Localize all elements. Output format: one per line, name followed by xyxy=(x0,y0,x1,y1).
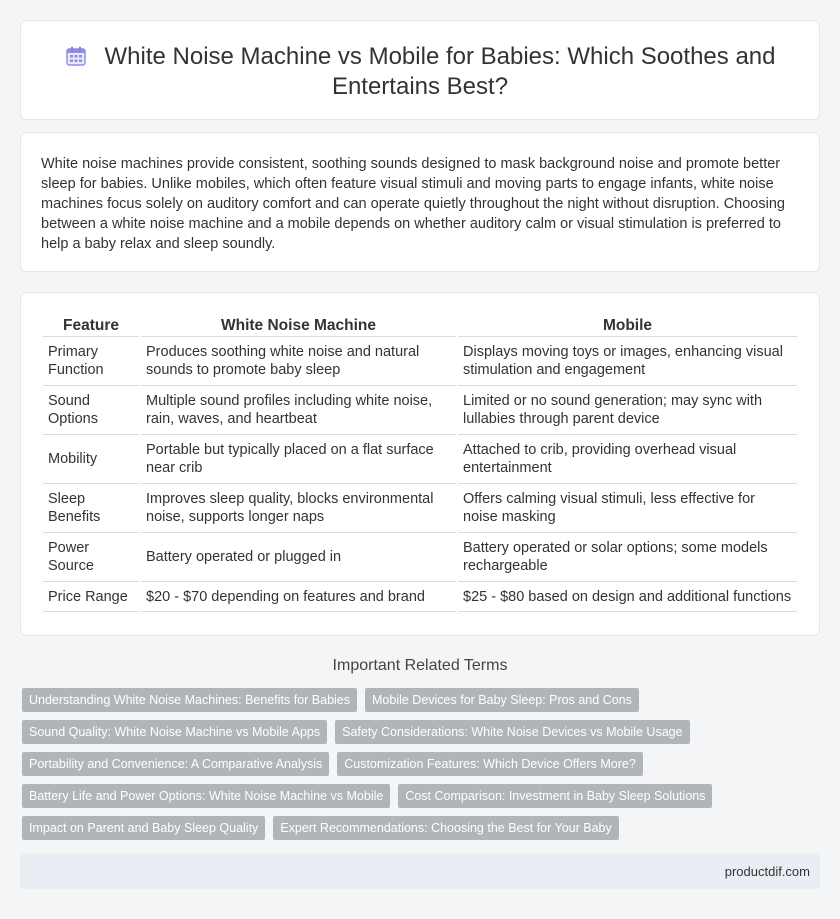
related-terms-list xyxy=(22,688,802,848)
feature-cell: Mobility xyxy=(43,435,139,484)
header-feature: Feature xyxy=(43,315,139,337)
white-noise-cell: Battery operated or plugged in xyxy=(141,533,456,582)
related-terms-heading: Important Related Terms xyxy=(332,657,508,674)
page-title-wrap xyxy=(21,42,819,102)
related-term-tag[interactable]: Cost Comparison: Investment in Baby Sleep Solutions xyxy=(398,784,712,808)
related-term-tag[interactable]: Safety Considerations: White Noise Devices vs Mobile Usage xyxy=(335,720,689,744)
feature-cell: Primary Function xyxy=(43,337,139,386)
mobile-cell: Limited or no sound generation; may sync with lullabies through parent device xyxy=(458,386,797,435)
table-header-row xyxy=(43,315,797,337)
intro-card xyxy=(20,132,820,272)
table-row xyxy=(43,533,797,582)
white-noise-cell: Produces soothing white noise and natural sounds to promote baby sleep xyxy=(141,337,456,386)
mobile-cell: $25 - $80 based on design and additional functions xyxy=(458,582,797,612)
comparison-table xyxy=(41,315,799,612)
table-row xyxy=(43,386,797,435)
feature-cell: Power Source xyxy=(43,533,139,582)
header-card xyxy=(20,20,820,120)
comparison-card xyxy=(20,292,820,636)
white-noise-cell: $20 - $70 depending on features and brand xyxy=(141,582,456,612)
feature-cell: Price Range xyxy=(43,582,139,612)
mobile-cell: Displays moving toys or images, enhancing visual stimulation and engagement xyxy=(458,337,797,386)
related-term-tag[interactable]: Sound Quality: White Noise Machine vs Mobile Apps xyxy=(22,720,327,744)
calendar-icon xyxy=(65,45,87,67)
table-row xyxy=(43,484,797,533)
table-row xyxy=(43,435,797,484)
related-term-tag[interactable]: Expert Recommendations: Choosing the Best for Your Baby xyxy=(273,816,618,840)
footer-site-link[interactable]: productdif.com xyxy=(724,864,810,879)
related-term-tag[interactable]: Impact on Parent and Baby Sleep Quality xyxy=(22,816,265,840)
white-noise-cell: Multiple sound profiles including white noise, rain, waves, and heartbeat xyxy=(141,386,456,435)
intro-paragraph: White noise machines provide consistent, soothing sounds designed to mask background noise and promote better sleep for babies. Unlike mobiles, which often feature visual stimuli and moving parts to engage infants, white noise machines focus solely on auditory comfort and can operate quietly throughout the night without disruption. Choosing between a white noise machine and a mobile depends on whether auditory calm or visual stimulation is preferred to help a baby relax and sleep soundly. xyxy=(41,156,785,252)
feature-cell: Sleep Benefits xyxy=(43,484,139,533)
white-noise-cell: Portable but typically placed on a flat surface near crib xyxy=(141,435,456,484)
related-term-tag[interactable]: Portability and Convenience: A Comparative Analysis xyxy=(22,752,329,776)
white-noise-cell: Improves sleep quality, blocks environmental noise, supports longer naps xyxy=(141,484,456,533)
related-term-tag[interactable]: Customization Features: Which Device Offers More? xyxy=(337,752,643,776)
header-white-noise: White Noise Machine xyxy=(141,315,456,337)
feature-cell: Sound Options xyxy=(43,386,139,435)
table-row xyxy=(43,337,797,386)
mobile-cell: Offers calming visual stimuli, less effective for noise masking xyxy=(458,484,797,533)
related-term-tag[interactable]: Mobile Devices for Baby Sleep: Pros and Cons xyxy=(365,688,639,712)
table-row xyxy=(43,582,797,612)
related-term-tag[interactable]: Battery Life and Power Options: White Noise Machine vs Mobile xyxy=(22,784,390,808)
mobile-cell: Battery operated or solar options; some models rechargeable xyxy=(458,533,797,582)
page-title: White Noise Machine vs Mobile for Babies: Which Soothes and Entertains Best? xyxy=(104,43,776,100)
header-mobile: Mobile xyxy=(458,315,797,337)
footer-bar xyxy=(20,854,820,889)
mobile-cell: Attached to crib, providing overhead visual entertainment xyxy=(458,435,797,484)
related-term-tag[interactable]: Understanding White Noise Machines: Benefits for Babies xyxy=(22,688,357,712)
